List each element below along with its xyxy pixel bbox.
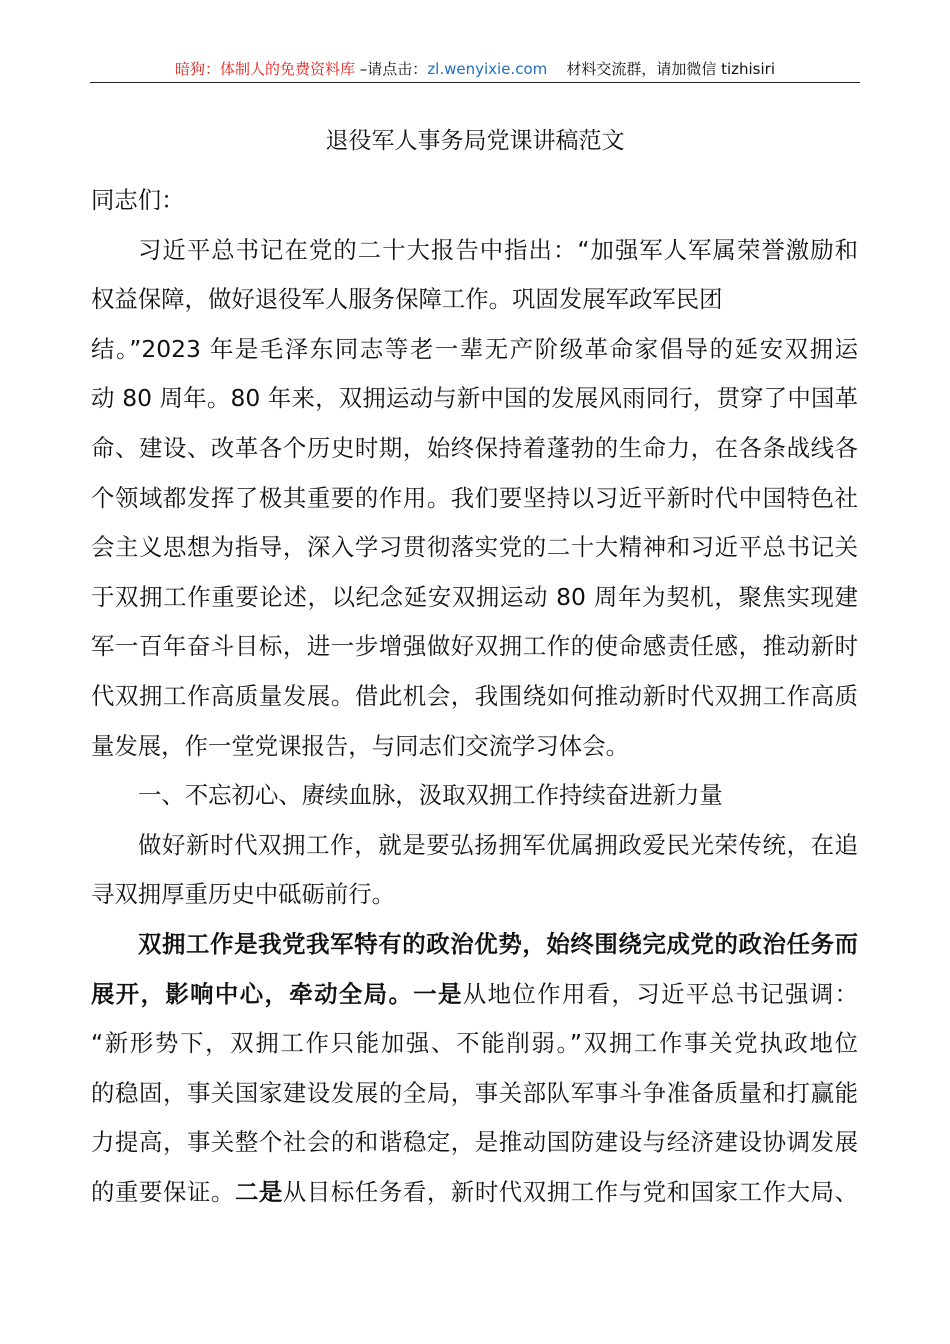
header-prompt: –请点击： — [355, 60, 428, 78]
paragraph-line: 于双拥工作重要论述，以纪念延安双拥运动 80 周年为契机，聚焦实现建 — [91, 582, 858, 611]
bold-marker: 二是 — [234, 1177, 283, 1206]
paragraph-line — [91, 927, 858, 977]
section-heading: 一、不忘初心、赓续血脉，汲取双拥工作持续奋进新力量 — [138, 781, 723, 810]
page-header — [90, 58, 860, 83]
header-note: 材料交流群，请加微信 tizhisiri — [566, 60, 775, 78]
paragraph-line: 代双拥工作高质量发展。借此机会，我围绕如何推动新时代双拥工作高质 — [91, 681, 858, 710]
paragraph-line: 寻双拥厚重历史中砥砺前行。 — [91, 880, 396, 909]
paragraph-line: 动 80 周年。80 年来，双拥运动与新中国的发展风雨同行，贯穿了中国革 — [91, 384, 858, 413]
paragraph-line: 权益保障，做好退役军人服务保障工作。巩固发展军政军民团 — [91, 285, 723, 314]
bold-lead: 双拥工作是我党我军特有的政治优势，始终围绕完成党的政治任务而 — [138, 929, 858, 958]
paragraph-line — [91, 977, 858, 1027]
document-title: 退役军人事务局党课讲稿范文 — [325, 128, 625, 154]
paragraph-line: 习近平总书记在党的二十大报告中指出：“加强军人军属荣誉激励和 — [138, 235, 858, 264]
paragraph-line: 力提高，事关整个社会的和谐稳定，是推动国防建设与经济建设协调发展 — [91, 1128, 858, 1157]
paragraph-line: 军一百年奋斗目标，进一步增强做好双拥工作的使命感责任感，推动新时 — [91, 632, 858, 661]
document-body — [91, 183, 858, 1224]
line-text: 的重要保证。 — [91, 1177, 235, 1206]
line-text: 从地位作用看，习近平总书记强调： — [462, 979, 859, 1008]
paragraph-line: 结。”2023 年是毛泽东同志等老一辈无产阶级革命家倡导的延安双拥运 — [91, 334, 858, 363]
line-text: 从目标任务看，新时代双拥工作与党和国家工作大局、 — [282, 1177, 859, 1206]
paragraph-line: 量发展，作一堂党课报告，与同志们交流学习体会。 — [91, 731, 629, 760]
paragraph-line — [91, 1175, 858, 1225]
bold-marker: 一是 — [413, 979, 463, 1008]
header-link[interactable]: zl.wenyixie.com — [427, 60, 548, 78]
paragraph-line: 做好新时代双拥工作，就是要弘扬拥军优属拥政爱民光荣传统，在追 — [138, 830, 858, 859]
paragraph-line: 的稳固，事关国家建设发展的全局，事关部队军事斗争准备质量和打赢能 — [91, 1078, 858, 1107]
header-brand: 暗狗：体制人的免费资料库 — [175, 60, 356, 78]
bold-lead: 展开，影响中心，牵动全局。 — [91, 979, 414, 1008]
salutation: 同志们： — [91, 186, 185, 214]
paragraph-line: “新形势下，双拥工作只能加强、不能削弱。”双拥工作事关党执政地位 — [91, 1029, 858, 1058]
paragraph-line: 命、建设、改革各个历史时期，始终保持着蓬勃的生命力，在各条战线各 — [91, 433, 858, 462]
paragraph-line: 会主义思想为指导，深入学习贯彻落实党的二十大精神和习近平总书记关 — [91, 533, 858, 562]
paragraph-line: 个领域都发挥了极其重要的作用。我们要坚持以习近平新时代中国特色社 — [91, 483, 858, 512]
